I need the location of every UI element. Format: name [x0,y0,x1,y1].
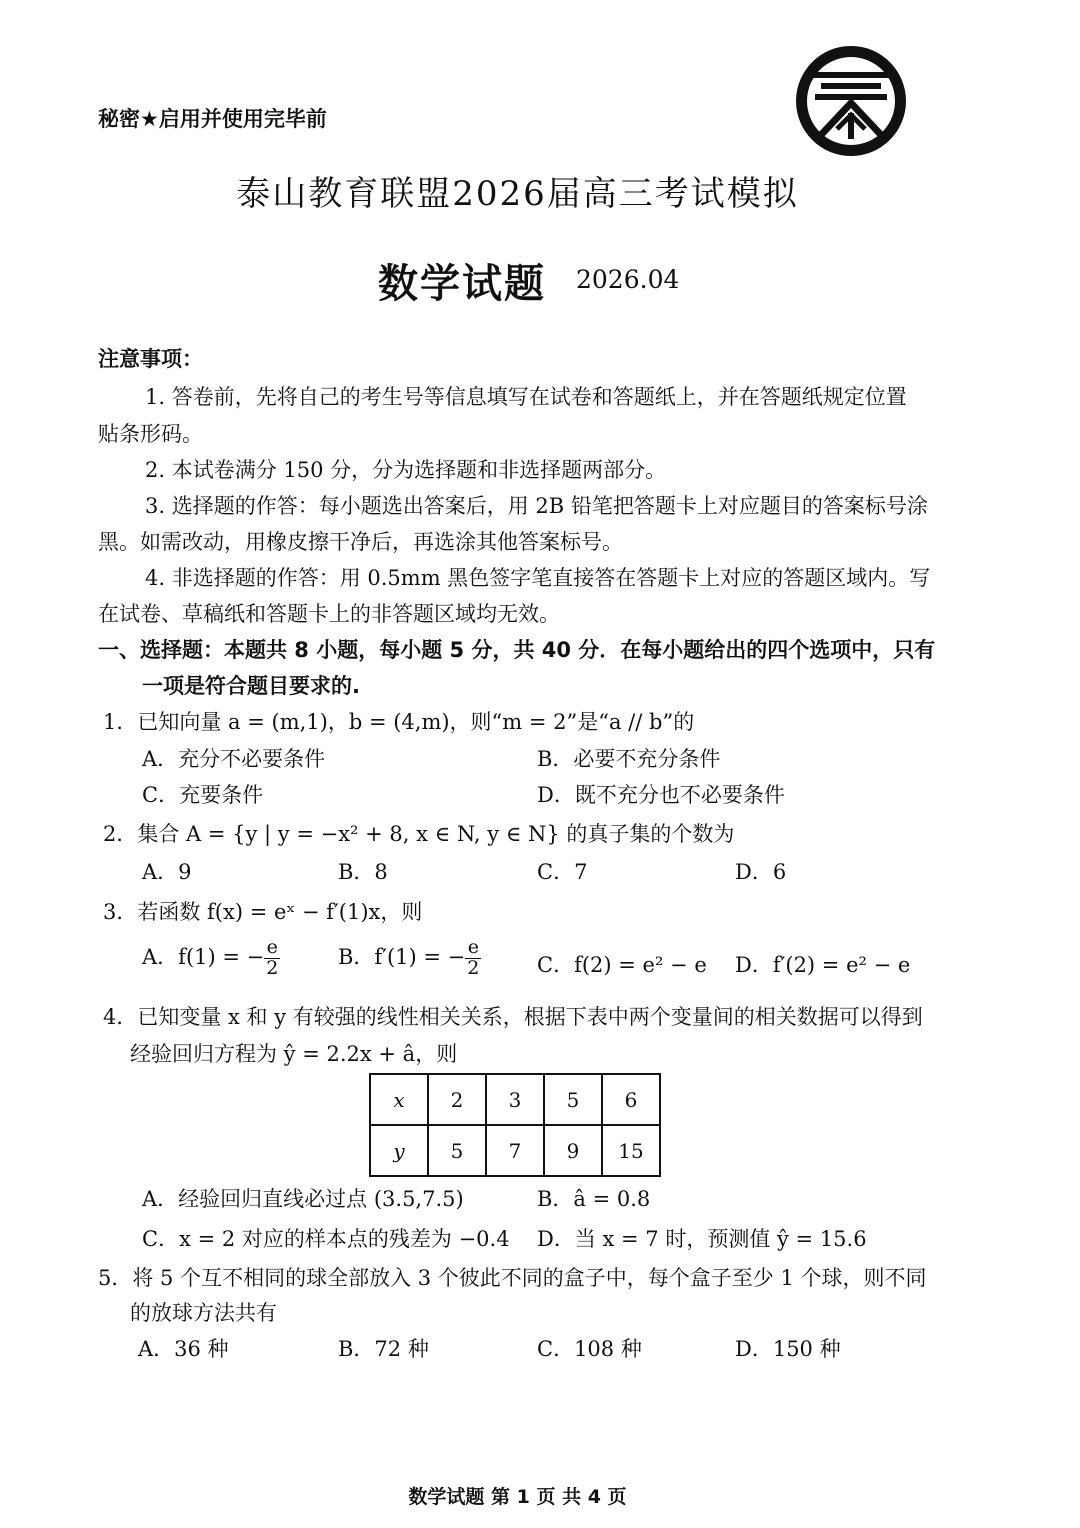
notice-line-2: 2. 本试卷满分 150 分，分为选择题和非选择题两部分。 [145,458,667,482]
q3-option-b [338,938,481,979]
confidential-mark: 秘密★启用并使用完毕前 [98,107,327,131]
table-cell: 7 [486,1125,544,1176]
q5-option-c: C．108 种 [537,1337,642,1361]
q5-stem-line-2: 的放球方法共有 [130,1301,277,1325]
q5-option-a: A．36 种 [138,1337,229,1361]
fraction-denominator: 2 [266,956,279,979]
notice-line-4: 4. 非选择题的作答：用 0.5mm 黑色签字笔直接答在答题卡上对应的答题区域内。写 [145,566,931,590]
q4-stem-line-2: 经验回归方程为 ŷ = 2.2x + â，则 [130,1042,458,1066]
table-cell: 3 [486,1074,544,1125]
q2-option-b: B．8 [338,860,388,884]
q1-option-a: A．充分不必要条件 [142,747,326,771]
q4-data-table [369,1073,661,1177]
table-row-x [370,1074,660,1125]
school-seal-logo-icon [795,45,907,157]
table-header-x: x [370,1074,428,1125]
subject-title: 数学试题 [378,260,546,307]
q1-option-b: B．必要不充分条件 [537,747,721,771]
q3-stem: 3．若函数 f(x) = eˣ − f′(1)x，则 [103,900,423,924]
q5-stem-line-1: 5．将 5 个互不相同的球全部放入 3 个彼此不同的盒子中，每个盒子至少 1 个球，则不同 [98,1266,927,1290]
q1-option-d: D．既不充分也不必要条件 [537,783,785,807]
q4-option-b: B．â = 0.8 [537,1187,651,1211]
table-cell: 15 [602,1125,660,1176]
q4-stem-line-1: 4．已知变量 x 和 y 有较强的线性相关关系，根据下表中两个变量间的相关数据可以得到 [103,1005,923,1029]
q2-stem: 2．集合 A = {y | y = −x² + 8, x ∈ N, y ∈ N} 的真子集的个数为 [103,822,735,846]
fraction-denominator: 2 [467,956,480,979]
q2-option-a: A．9 [142,860,192,884]
exam-title: 泰山教育联盟2026届高三考试模拟 [236,174,799,214]
q3-option-a-text: A．f(1) = − [142,944,265,969]
q3-option-a-fraction [264,938,280,979]
notice-line-3-cont: 黑。如需改动，用橡皮擦干净后，再选涂其他答案标号。 [98,530,623,554]
table-cell: 6 [602,1074,660,1125]
q3-option-b-fraction [465,938,481,979]
section-heading-cont: 一项是符合题目要求的. [142,674,360,698]
table-cell: 9 [544,1125,602,1176]
q2-option-c: C．7 [537,860,588,884]
q4-option-a: A．经验回归直线必过点 (3.5,7.5) [142,1187,464,1211]
q5-option-d: D．150 种 [735,1337,841,1361]
q3-option-a [142,938,280,979]
q3-option-c: C．f(2) = e² − e [537,953,707,977]
notice-heading: 注意事项： [98,347,203,371]
notice-line-1: 1. 答卷前，先将自己的考生号等信息填写在试卷和答题纸上，并在答题纸规定位置 [145,385,907,409]
q5-option-b: B．72 种 [338,1337,429,1361]
q1-option-c: C．充要条件 [142,783,264,807]
notice-line-4-cont: 在试卷、草稿纸和答题卡上的非答题区域均无效。 [98,602,560,626]
q4-option-d: D．当 x = 7 时，预测值 ŷ = 15.6 [537,1227,867,1251]
exam-date: 2026.04 [576,265,680,294]
q3-option-d: D．f′(2) = e² − e [735,953,911,977]
table-cell: 2 [428,1074,486,1125]
section-heading: 一、选择题：本题共 8 小题，每小题 5 分，共 40 分．在每小题给出的四个选项中，只有 [98,638,936,662]
q2-option-d: D．6 [735,860,787,884]
q3-option-b-text: B．f′(1) = − [338,944,466,969]
notice-line-3: 3. 选择题的作答：每小题选出答案后，用 2B 铅笔把答题卡上对应题目的答案标号涂 [145,494,928,518]
notice-line-1-cont: 贴条形码。 [98,422,203,446]
q4-option-c: C．x = 2 对应的样本点的残差为 −0.4 [142,1227,510,1251]
table-cell: 5 [428,1125,486,1176]
fraction-numerator: e [264,938,280,959]
table-cell: 5 [544,1074,602,1125]
q1-stem: 1．已知向量 a = (m,1)，b = (4,m)，则“m = 2”是“a // b”的 [103,710,695,734]
page-footer: 数学试题 第 1 页 共 4 页 [408,1486,627,1508]
table-row-y [370,1125,660,1176]
table-header-y: y [370,1125,428,1176]
fraction-numerator: e [465,938,481,959]
